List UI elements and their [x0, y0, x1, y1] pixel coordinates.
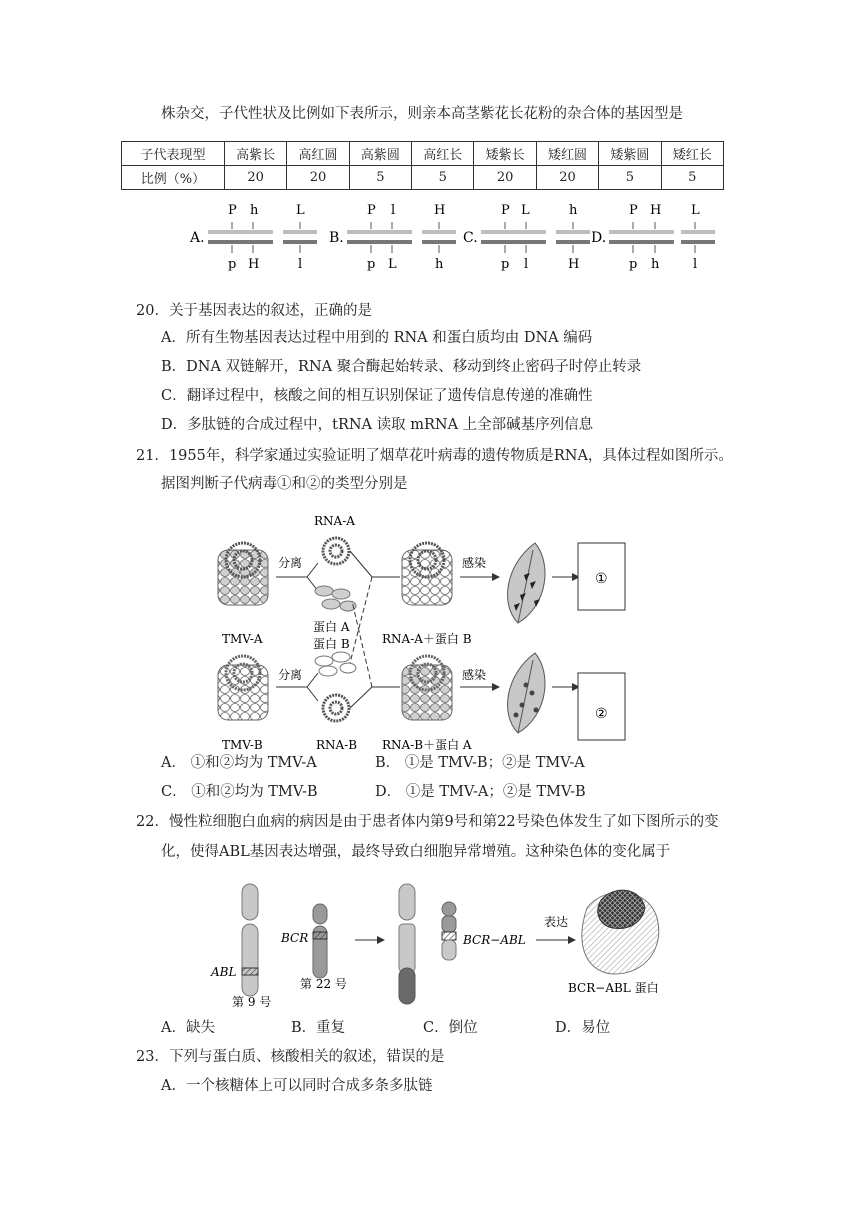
gene-label: P: [629, 203, 638, 218]
chromosome-22: [313, 904, 327, 978]
gene-label: p: [367, 257, 376, 272]
q21-option-a: A． ①和②均为 TMV-A: [161, 755, 317, 771]
tmv-b-virus: [218, 656, 268, 720]
gene-label: P: [501, 203, 510, 218]
gene-label: l: [298, 257, 303, 272]
reconstituted-virus-2: [402, 656, 452, 720]
separate-label-1: 分离: [278, 556, 303, 570]
tobacco-leaf-icon-2: [508, 653, 545, 733]
chromosome-translocation-figure: [205, 878, 685, 1008]
gene-label: p: [501, 257, 510, 272]
q20-option-d: D．多肽链的合成过程中，tRNA 读取 mRNA 上全部碱基序列信息: [161, 417, 594, 433]
gene-label: h: [435, 257, 444, 272]
table-cell: 20: [224, 166, 286, 190]
protein-b-label: 蛋白 B: [313, 637, 350, 651]
table-cell: 高紫长: [224, 142, 286, 166]
table-cell: 矮紫长: [474, 142, 536, 166]
table-cell: 矮红长: [661, 142, 723, 166]
abl-gene-label: ABL: [211, 965, 237, 979]
result-label-2: ②: [595, 706, 608, 722]
gene-label: H: [568, 257, 580, 272]
tmv-a-label: TMV-A: [222, 632, 263, 646]
gene-label: l: [524, 257, 529, 272]
table-header-cell: 子代表现型: [122, 142, 225, 166]
q20-option-b: B．DNA 双链解开，RNA 聚合酶起始转录、移动到终止密码子时停止转录: [161, 359, 642, 375]
q22-option-c: C．倒位: [423, 1020, 478, 1036]
option-letter: A.: [190, 230, 205, 246]
q22-stem-line2: 化，使得ABL基因表达增强，最终导致白细胞异常增殖。这种染色体的变化属于: [161, 844, 671, 860]
separate-label-2: 分离: [278, 668, 303, 682]
table-cell: 5: [661, 166, 723, 190]
reconstituted-virus-1: [402, 543, 452, 605]
bcr-abl-protein-icon: [582, 890, 659, 974]
tobacco-leaf-icon-1: [508, 543, 545, 623]
gene-label: P: [367, 203, 376, 218]
q20-stem: 20．关于基因表达的叙述，正确的是: [136, 303, 372, 319]
table-cell: 高紫圆: [349, 142, 411, 166]
bcr-gene-label: BCR: [281, 931, 309, 945]
q20-option-c: C．翻译过程中，核酸之间的相互识别保证了遗传信息传递的准确性: [161, 388, 593, 404]
table-cell: 矮红圆: [536, 142, 598, 166]
question-intro-line: 株杂交，子代性状及比例如下表所示，则亲本高茎紫花长花粉的杂合体的基因型是: [161, 106, 683, 122]
gene-label: h: [651, 257, 660, 272]
q21-stem-line1: 21．1955年，科学家通过实验证明了烟草花叶病毒的遗传物质是RNA，具体过程如图所示。: [136, 448, 733, 464]
table-cell: 高红圆: [287, 142, 349, 166]
q21-stem-line2: 据图判断子代病毒①和②的类型分别是: [161, 476, 408, 492]
table-cell: 20: [474, 166, 536, 190]
tmv-b-label: TMV-B: [222, 738, 263, 752]
table-cell: 5: [599, 166, 661, 190]
option-b-chromosomes: [329, 203, 456, 272]
rna-b-label: RNA-B: [316, 738, 358, 752]
q22-stem-line1: 22．慢性粒细胞白血病的病因是由于患者体内第9号和第22号染色体发生了如下图所示的变: [136, 814, 719, 830]
protein-a-blobs: [315, 586, 356, 611]
bcr-abl-protein-label: BCR−ABL 蛋白: [568, 981, 659, 995]
gene-label: H: [434, 203, 446, 218]
table-cell: 矮紫圆: [599, 142, 661, 166]
table-cell: 20: [287, 166, 349, 190]
offspring-ratio-table: [121, 141, 724, 190]
option-a-chromosomes: [189, 203, 317, 272]
option-letter: C.: [463, 230, 478, 246]
table-cell: 20: [536, 166, 598, 190]
gene-label: H: [650, 203, 662, 218]
q20-option-a: A．所有生物基因表达过程中用到的 RNA 和蛋白质均由 DNA 编码: [161, 330, 593, 346]
q21-option-d: D． ①是 TMV-A；②是 TMV-B: [375, 784, 586, 800]
gene-label: L: [296, 203, 305, 218]
mix-label-1: RNA-A＋蛋白 B: [382, 632, 472, 646]
chromosome-22-label: 第 22 号: [300, 977, 347, 991]
express-label: 表达: [544, 915, 569, 929]
protein-a-label: 蛋白 A: [313, 620, 350, 634]
option-c-chromosomes: [463, 203, 590, 272]
option-letter: D.: [591, 230, 607, 246]
gene-label: h: [250, 203, 259, 218]
table-row: [122, 166, 724, 190]
q23-option-a: A．一个核糖体上可以同时合成多条多肽链: [161, 1078, 433, 1094]
tmv-experiment-figure: [200, 505, 640, 755]
protein-b-blobs: [315, 652, 356, 676]
option-letter: B.: [329, 230, 344, 246]
gene-label: l: [391, 203, 396, 218]
q21-option-c: C． ①和②均为 TMV-B: [161, 784, 318, 800]
result-label-1: ①: [595, 571, 608, 587]
bcr-abl-gene-label: BCR−ABL: [463, 933, 526, 947]
gene-label: H: [248, 257, 260, 272]
mix-label-2: RNA-B＋蛋白 A: [382, 738, 472, 752]
gene-label: L: [388, 257, 397, 272]
q21-option-b: B． ①是 TMV-B；②是 TMV-A: [375, 755, 585, 771]
infect-label-2: 感染: [462, 668, 487, 682]
chromosome-9-label: 第 9 号: [232, 995, 272, 1008]
gene-label: p: [629, 257, 638, 272]
rna-a-label: RNA-A: [314, 514, 355, 528]
chromosome-9: [242, 884, 258, 996]
chromosome-options-figure: [180, 198, 740, 274]
table-cell: 5: [349, 166, 411, 190]
rna-a-coil: [323, 538, 349, 564]
tmv-a-virus: [218, 543, 268, 605]
table-cell: 5: [412, 166, 474, 190]
rna-b-coil: [323, 695, 349, 721]
gene-label: L: [691, 203, 700, 218]
option-d-chromosomes: [591, 203, 715, 272]
gene-label: l: [693, 257, 698, 272]
q22-option-d: D．易位: [555, 1020, 611, 1036]
gene-label: p: [228, 257, 237, 272]
q22-option-a: A．缺失: [161, 1020, 215, 1036]
table-cell: 高红长: [412, 142, 474, 166]
table-row: [122, 142, 724, 166]
gene-label: P: [228, 203, 237, 218]
derivative-chromosome-9: [399, 884, 415, 1004]
q22-option-b: B．重复: [291, 1020, 346, 1036]
infect-label-1: 感染: [462, 556, 487, 570]
philadelphia-chromosome: [442, 902, 456, 960]
q23-stem: 23．下列与蛋白质、核酸相关的叙述，错误的是: [136, 1049, 445, 1065]
gene-label: h: [569, 203, 578, 218]
gene-label: L: [521, 203, 530, 218]
table-header-cell: 比例（%）: [122, 166, 225, 190]
